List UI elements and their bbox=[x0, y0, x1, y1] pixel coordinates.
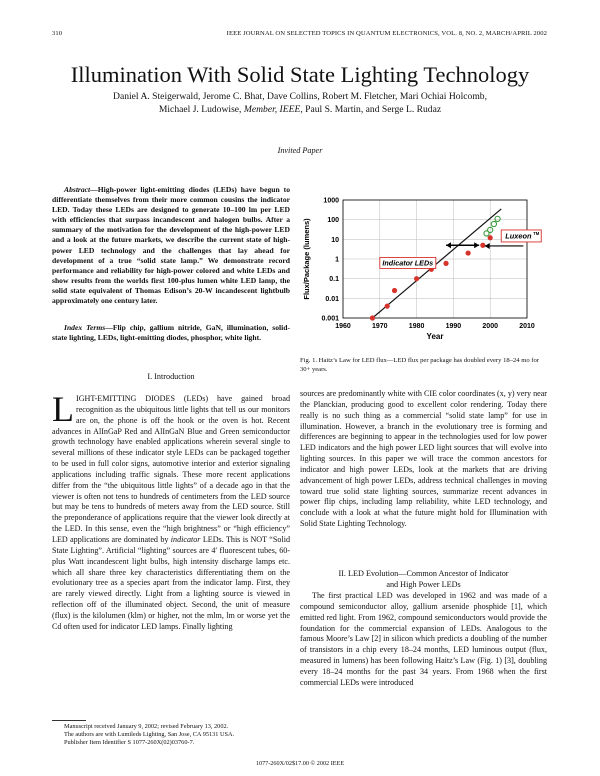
y-tick-label: 1000 bbox=[323, 197, 339, 205]
luxeon-trademark: TM bbox=[533, 230, 540, 236]
indicator-legend-label: Indicator LEDs bbox=[382, 258, 434, 268]
footnote-line-1: Manuscript received January 9, 2002; revised February 13, 2002. bbox=[64, 723, 229, 730]
x-tick-label: 1980 bbox=[408, 323, 425, 330]
indicator-led-point bbox=[392, 288, 397, 293]
luxeon-point bbox=[495, 216, 500, 221]
y-tick-label: 1 bbox=[335, 256, 339, 264]
indicator-led-point bbox=[443, 261, 448, 266]
section-2-heading bbox=[300, 569, 547, 590]
luxeon-point bbox=[491, 221, 496, 226]
member-designation: Member, IEEE bbox=[243, 103, 301, 115]
arrow-head-right bbox=[474, 242, 479, 248]
drop-cap: L bbox=[52, 389, 74, 429]
authors-line-2a: Michael J. Ludowise, bbox=[158, 103, 244, 115]
x-tick-label: 2000 bbox=[482, 323, 498, 330]
page-number: 310 bbox=[52, 30, 63, 37]
y-tick-label: 0.1 bbox=[329, 276, 339, 284]
x-axis-label: Year bbox=[426, 332, 444, 341]
x-tick-label: 2010 bbox=[519, 323, 535, 330]
figure-caption: Fig. 1. Haitz’s Law for LED flux—LED flux per package has doubled every 18–24 mo for 30+ years. bbox=[300, 357, 539, 373]
haitz-law-chart bbox=[295, 186, 545, 341]
indicator-led-point bbox=[488, 235, 493, 240]
journal-header: IEEE JOURNAL ON SELECTED TOPICS IN QUANTUM ELECTRONICS, VOL. 8, NO. 2, MARCH/APRIL 2002 bbox=[226, 30, 547, 37]
authors-line-2 bbox=[40, 104, 560, 117]
arrow-head-left bbox=[446, 242, 451, 248]
section-1-text-b: LEDs. This is NOT “Solid State Lighting”. Artificial “lighting” sources are 4′ fluorescent tubes, 60-plus Watt incandescent light bulbs, high intensity discharge lamps etc. which all share three key characteristics differentiating them on the evolutionary tree as a species apart from the indicator lamp. First, they are rarely viewed directly. Light from a lighting source is viewed in reflection off of the illuminated object. Second, the unit of measure (flux) is the kilolumen (klm) or higher, not the mlm, lm or worse yet the Cd often used for indicator LED lamps. Finally lighting bbox=[52, 534, 290, 631]
section-2-heading-line-2: and High Power LEDs bbox=[386, 579, 461, 589]
y-tick-label: 100 bbox=[327, 217, 339, 225]
authors-line-2b: , Paul S. Martin, and Serge L. Rudaz bbox=[300, 103, 442, 115]
footnote-rule bbox=[52, 720, 86, 721]
authors-line-1: Daniel A. Steigerwald, Jerome C. Bhat, Dave Collins, Robert M. Fletcher, Mari Ochiai Holcomb, bbox=[113, 91, 487, 102]
abstract-label: Abstract bbox=[64, 185, 91, 194]
x-tick-label: 1990 bbox=[445, 323, 462, 330]
footnote bbox=[52, 723, 292, 747]
index-terms-label: Index Terms bbox=[64, 323, 106, 332]
index-terms-text: —Flip chip, gallium nitride, GaN, illumination, solid-state lighting, LEDs, light-emitting diodes, phosphor, white light. bbox=[52, 323, 291, 343]
copyright-footer: 1077-260X/02$17.00 © 2002 IEEE bbox=[255, 760, 345, 767]
section-2-heading-line-1: II. LED Evolution—Common Ancestor of Indicator bbox=[338, 569, 509, 578]
footnote-line-3: Publisher Item Identifier S 1077-260X(02)03760-7. bbox=[64, 739, 195, 747]
luxeon-arrow-head bbox=[485, 243, 490, 249]
section-1-body bbox=[52, 389, 290, 633]
right-column-text: sources are predominantly white with CIE color coordinates (x, y) very near the Planckian, producing good to excellent color rendering. Today there really is no such thing as a commercial “solid state lamp” for use in illumination. However, a branch in the evolutionary tree is forming and differences are beginning to appear in the technologies used for low power LED indicators and the high power LED light sources that will evolve into lighting sources. In this paper we will trace the common ancestors for indicator and high power LEDs, look at the markets that are driving advancement of high power LEDs, address technical challenges in moving toward true solid state lighting sources, summarize recent advances in power flip chips, including lamp reliability, white LED technology, and conclude with a look at what the future might hold for Illumination with Solid State Lighting Technology. bbox=[300, 389, 547, 529]
indicator-led-point bbox=[480, 243, 485, 248]
indicator-led-point bbox=[385, 304, 390, 309]
invited-paper-label: Invited Paper bbox=[277, 146, 323, 155]
indicator-led-point bbox=[370, 315, 375, 320]
x-tick-label: 1970 bbox=[372, 323, 388, 330]
luxeon-legend-label: Luxeon bbox=[505, 231, 532, 241]
section-2-body: The first practical LED was developed in 1962 and was made of a compound semiconductor alloy, gallium arsenide phosphide [1], which emitted red light. From 1962, compound semiconductors would provide the foundation for the commercial expansion of LEDs. Analogous to the famous Moore’s Law [2] in silicon which predicts a doubling of the number of transistors in a chip every 18–24 months, LED luminous output (flux, measured in lumens) has been following Haitz’s Law (Fig. 1) [3], doubling every 18–24 months for the past 34 years. From 1968 when the first commercial LEDs were introduced bbox=[300, 591, 547, 687]
section-1-heading: I. Introduction bbox=[147, 372, 195, 381]
abstract-text: —High-power light-emitting diodes (LEDs) have begun to differentiate themselves from their more common cousins the indicator LED. Today these LEDs are designed to generate 10–100 lm per LED with efficiencies that surpass incandescent and halogen bulbs. After a summary of the motivation for the development of the high-power LED and a look at the future markets, we describe the current state of high-power LED technology and the challenges that lay ahead for development of a true “solid state lamp.” We demonstrate record performance and reliability for high-power colored and white LEDs and show results from the worlds first 100-plus lumen white LED lamp, the solid state equivalent of Thomas Edison’s 20-W incandescent lightbulb approximately one century later. bbox=[52, 185, 290, 306]
index-terms bbox=[52, 323, 290, 343]
y-tick-label: 10 bbox=[331, 236, 339, 244]
paper-title: Illumination With Solid State Lighting Technology bbox=[70, 62, 530, 87]
section-1-emphasis: indicator bbox=[170, 534, 201, 544]
x-tick-label: 1960 bbox=[335, 323, 351, 330]
indicator-led-point bbox=[466, 250, 471, 255]
abstract bbox=[52, 185, 290, 306]
section-1-text-a: IGHT-EMITTING DIODES (LEDs) have gained broad recognition as the ubiquitous little lights that tell us our monitors are on, the phone is off the hook or the oven is hot. Recent advances in AlInGaP Red and AlInGaN Blue and Green semiconductor growth technology have enabled applications wherein several single to several millions of these indicator style LEDs can be packaged together to be used in full color signs, automotive interior and exterior signaling applications including traffic signals. These more recent applications differ from the “the ubiquitous little lights” of a decade ago in that the viewer is often not tens to hundreds of centimeters from the LED source but may be tens to hundreds of meters away from the LED source. Still the preponderance of applications require that the viewer look directly at the LED. In this sense, even the “high brightness” or “high efficiency” LED applications are dominated by bbox=[52, 394, 290, 544]
author-list bbox=[40, 91, 560, 116]
y-tick-label: 0.001 bbox=[321, 315, 339, 323]
y-tick-label: 0.01 bbox=[325, 295, 339, 303]
footnote-line-2: The authors are with Lumileds Lighting, San Jose, CA 95131 USA. bbox=[64, 731, 235, 739]
indicator-led-point bbox=[414, 276, 419, 281]
y-axis-label: Flux/Package (lumens) bbox=[302, 218, 311, 300]
